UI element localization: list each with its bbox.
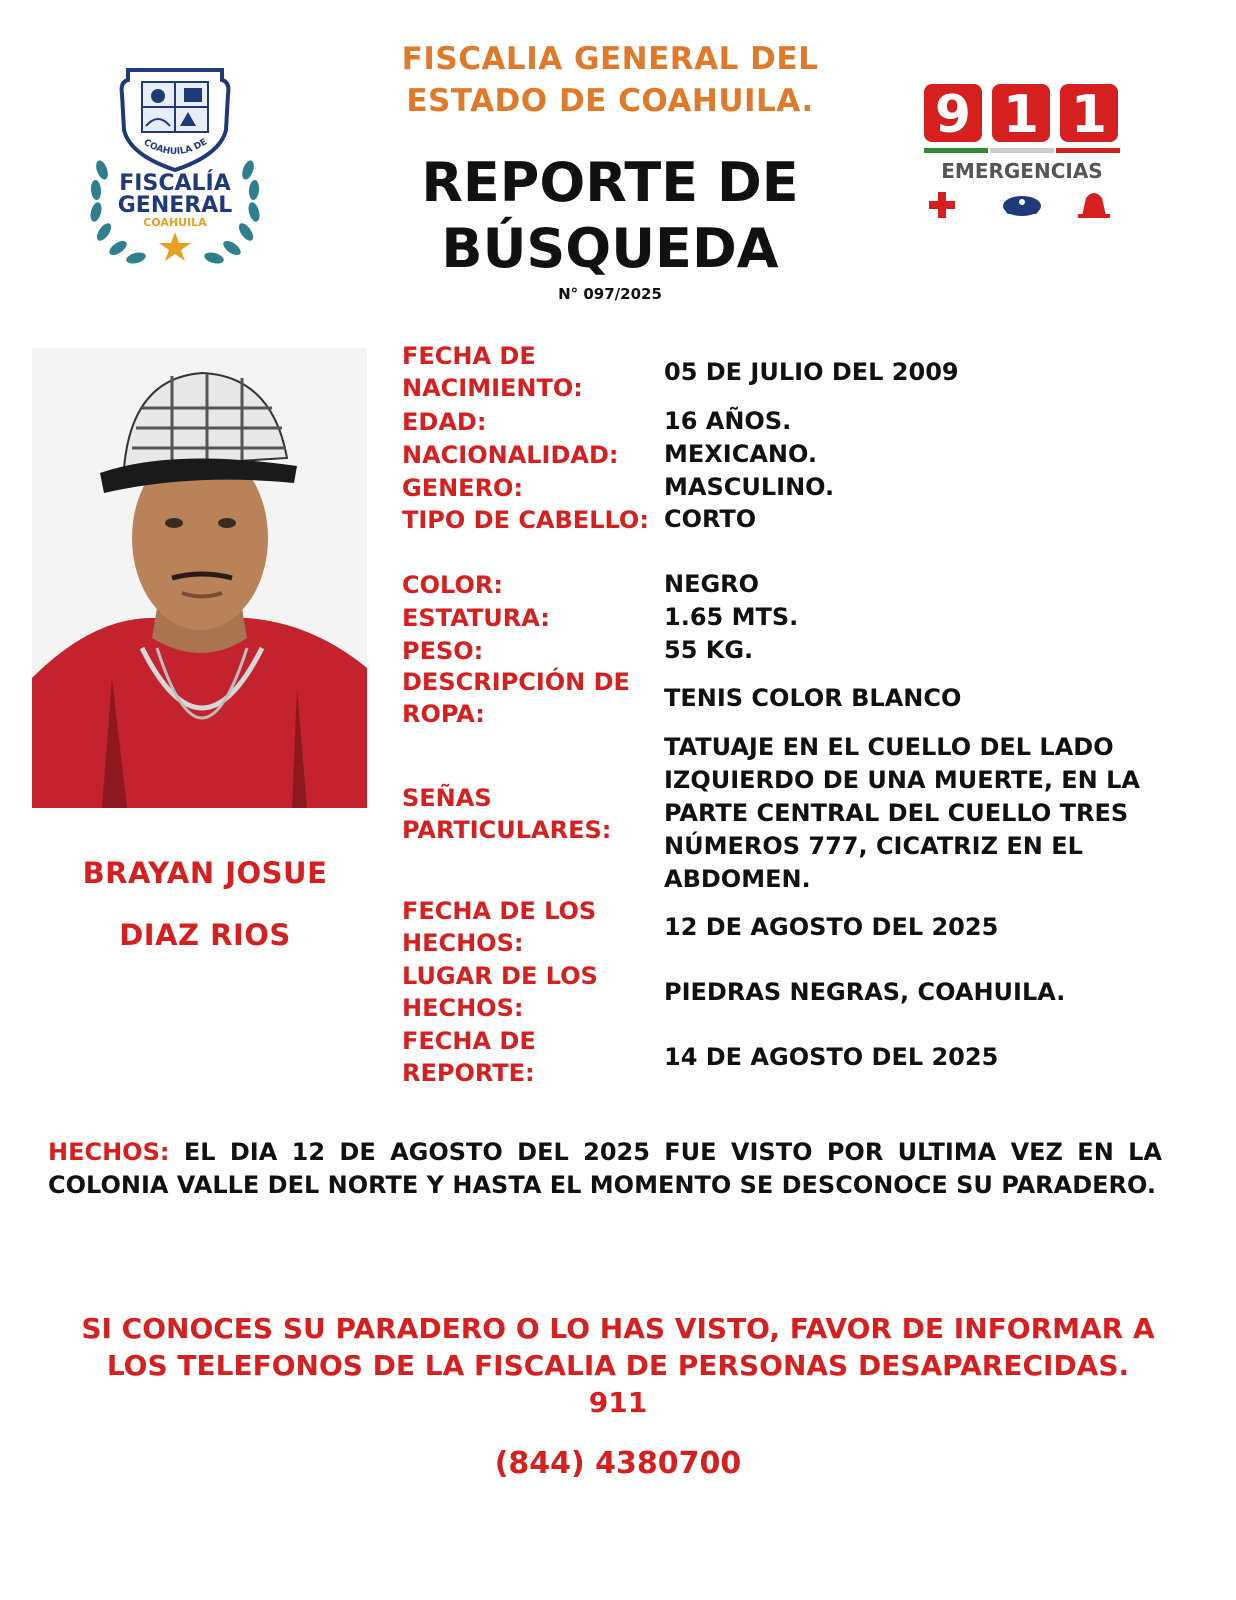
detail-label: DESCRIPCIÓN DE ROPA: (402, 668, 630, 728)
detail-label: LUGAR DE LOS HECHOS: (402, 962, 598, 1022)
detail-label: FECHA DE REPORTE: (402, 1027, 536, 1087)
red-cross-icon (929, 192, 955, 218)
contact-phone: (844) 4380700 (494, 1446, 742, 1481)
detail-row-distinguishing-marks (402, 731, 1192, 896)
person-name-line-2: DIAZ RIOS (119, 918, 291, 952)
svg-text:1: 1 (1002, 85, 1040, 145)
detail-label: COLOR: (402, 570, 503, 599)
svg-text:FISCALÍA: FISCALÍA (119, 171, 231, 196)
svg-text:9: 9 (934, 85, 972, 145)
svg-text:EMERGENCIAS: EMERGENCIAS (941, 159, 1103, 183)
call-line-2: LOS TELEFONOS DE LA FISCALIA DE PERSONAS DESAPARECIDAS. (106, 1349, 1130, 1382)
svg-text:COAHUILA: COAHUILA (143, 216, 207, 229)
svg-text:COAHUILA DE ZARAGOZA: COAHUILA DE (141, 137, 210, 158)
detail-value: TENIS COLOR BLANCO (664, 683, 962, 712)
call-line-3: 911 (588, 1386, 648, 1419)
detail-value: 16 AÑOS. (664, 407, 792, 435)
911-emergencias-logo (922, 80, 1122, 230)
detail-row-gender (402, 471, 1192, 504)
detail-value: TATUAJE EN EL CUELLO DEL LADO IZQUIERDO DE UNA MUERTE, EN LA PARTE CENTRAL DEL CUELLO TRES NÚMEROS 777, CICATRIZ EN EL ABDOMEN. (664, 733, 1140, 893)
detail-row-weight (402, 634, 1192, 667)
detail-value: NEGRO (664, 570, 760, 598)
detail-row-birthdate (402, 340, 1192, 404)
person-name-line-1: BRAYAN JOSUE (82, 856, 328, 890)
detail-label: TIPO DE CABELLO: (402, 505, 649, 534)
missing-person-photo (32, 348, 367, 808)
call-line-1: SI CONOCES SU PARADERO O LO HAS VISTO, FAVOR DE INFORMAR A (81, 1312, 1155, 1345)
detail-row-incident-place (402, 960, 1192, 1024)
detail-value: 1.65 MTS. (664, 603, 799, 631)
incident-label: HECHOS: (48, 1138, 170, 1166)
detail-label: SEÑAS PARTICULARES: (402, 783, 612, 844)
police-cap-icon (1003, 196, 1041, 216)
detail-value: 05 DE JULIO DEL 2009 (664, 357, 959, 386)
detail-row-incident-date (402, 895, 1192, 959)
detail-row-color (402, 568, 1192, 601)
page-title (330, 150, 890, 282)
detail-value: MASCULINO. (664, 473, 835, 501)
detail-row-clothing (402, 666, 1192, 730)
agency-name (330, 38, 890, 122)
detail-value: 55 KG. (664, 636, 754, 664)
detail-row-report-date (402, 1025, 1192, 1089)
fiscalia-general-logo (80, 60, 270, 280)
detail-label: GENERO: (402, 473, 524, 502)
detail-label: EDAD: (402, 407, 487, 436)
detail-row-height (402, 601, 1192, 634)
agency-line-1: FISCALIA GENERAL DEL (401, 41, 819, 77)
svg-text:1: 1 (1070, 85, 1108, 145)
detail-value: PIEDRAS NEGRAS, COAHUILA. (664, 977, 1066, 1006)
incident-text: EL DIA 12 DE AGOSTO DEL 2025 FUE VISTO POR ULTIMA VEZ EN LA COLONIA VALLE DEL NORTE Y HASTA EL MOMENTO SE DESCONOCE SU PARADERO. (48, 1138, 1163, 1199)
svg-text:GENERAL: GENERAL (117, 193, 233, 218)
detail-value: 14 DE AGOSTO DEL 2025 (664, 1042, 999, 1071)
detail-row-hair-type (402, 503, 1192, 536)
title-line-1: REPORTE DE (421, 151, 799, 214)
fire-helmet-icon (1078, 193, 1110, 218)
call-to-action (40, 1310, 1196, 1421)
detail-row-nationality (402, 438, 1192, 471)
detail-value: MEXICANO. (664, 440, 817, 468)
detail-label: PESO: (402, 636, 484, 665)
incident-description (48, 1136, 1162, 1202)
report-number: N° 097/2025 (558, 285, 662, 303)
detail-label: NACIONALIDAD: (402, 440, 619, 469)
agency-line-2: ESTADO DE COAHUILA. (406, 83, 814, 119)
detail-value: CORTO (664, 505, 757, 533)
detail-label: FECHA DE NACIMIENTO: (402, 342, 583, 402)
detail-value: 12 DE AGOSTO DEL 2025 (664, 912, 999, 941)
detail-label: ESTATURA: (402, 603, 550, 632)
detail-label: FECHA DE LOS HECHOS: (402, 897, 597, 957)
title-line-2: BÚSQUEDA (441, 217, 779, 280)
detail-row-age (402, 405, 1192, 438)
